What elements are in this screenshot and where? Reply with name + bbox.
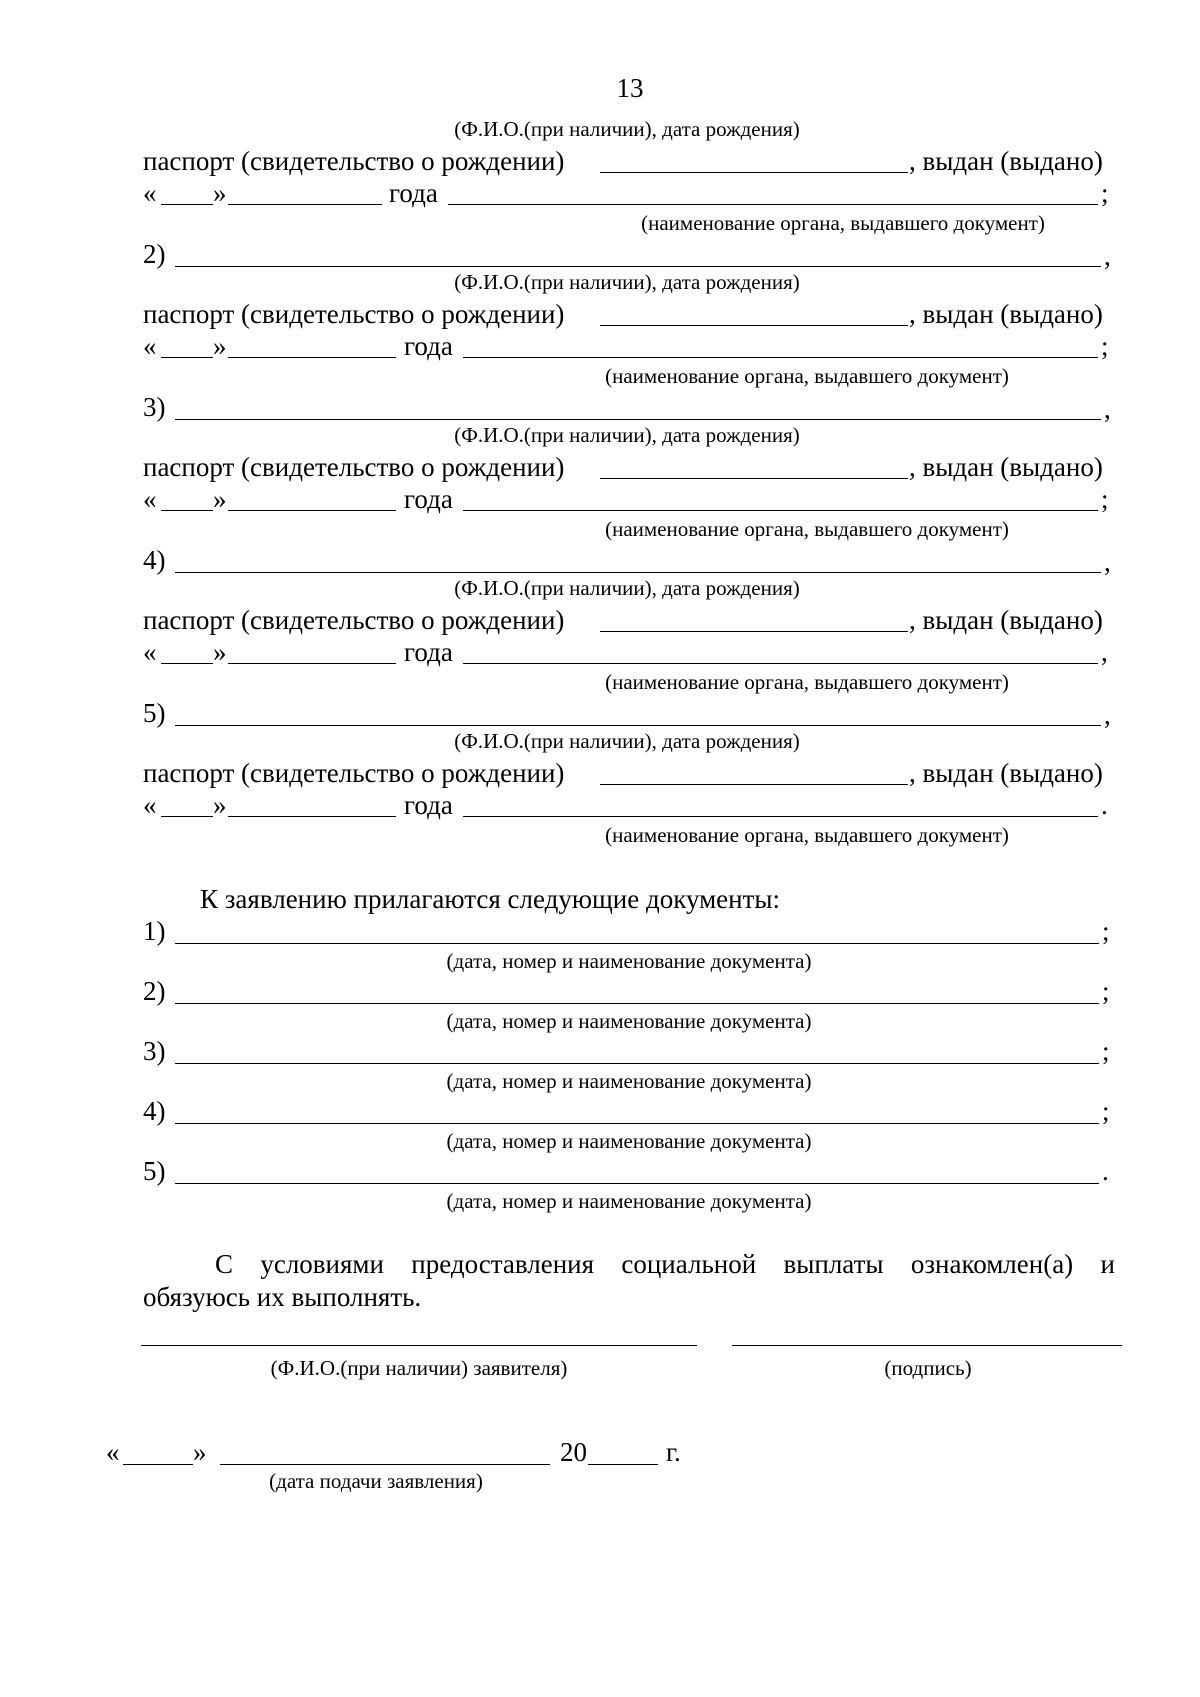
conditions-word: ознакомлен(а) (910, 1249, 1074, 1279)
conditions-word: предоставления (411, 1249, 595, 1279)
conditions-word: условиями (260, 1249, 384, 1279)
authority-caption: (наименование органа, выдавшего документ) (605, 364, 1009, 388)
month-line[interactable] (228, 663, 396, 664)
authority-caption: (наименование органа, выдавшего документ) (605, 670, 1009, 694)
document-caption: (дата, номер и наименование документа) (446, 1129, 812, 1153)
item-number: 2) (143, 239, 166, 269)
name-caption: (Ф.И.О.(при наличии), дата рождения) (454, 117, 800, 141)
open-quote: « (106, 1437, 120, 1467)
document-line[interactable] (175, 943, 1099, 944)
end-punct: . (1101, 790, 1108, 820)
end-punct: . (1102, 1156, 1109, 1186)
month-line[interactable] (220, 1464, 550, 1465)
passport-label: паспорт (свидетельство о рождении) (143, 758, 565, 788)
conditions-word: выплаты (783, 1249, 884, 1279)
document-caption: (дата, номер и наименование документа) (446, 949, 812, 973)
item-number: 3) (143, 1036, 166, 1066)
open-quote: « (143, 790, 157, 820)
document-line[interactable] (175, 1003, 1099, 1004)
conditions-word: и (1100, 1249, 1115, 1279)
month-line[interactable] (228, 816, 396, 817)
year-label: года (404, 484, 453, 514)
authority-caption: (наименование органа, выдавшего документ) (605, 517, 1009, 541)
end-punct: ; (1102, 1096, 1110, 1126)
open-quote: « (143, 331, 157, 361)
item-number: 1) (143, 916, 166, 946)
name-line[interactable] (175, 419, 1101, 420)
passport-number-line[interactable] (600, 325, 908, 326)
name-end-punct: , (1104, 700, 1111, 730)
open-quote: « (143, 178, 157, 208)
open-quote: « (143, 637, 157, 667)
passport-label: паспорт (свидетельство о рождении) (143, 146, 565, 176)
authority-line[interactable] (463, 816, 1098, 817)
name-caption: (Ф.И.О.(при наличии), дата рождения) (454, 270, 800, 294)
signature-caption: (подпись) (884, 1356, 972, 1380)
year-suffix: г. (666, 1437, 681, 1467)
day-line[interactable] (161, 663, 213, 664)
document-caption: (дата, номер и наименование документа) (446, 1189, 812, 1213)
attachments-heading: К заявлению прилагаются следующие документы: (200, 884, 781, 914)
issued-label: , выдан (выдано) (909, 146, 1103, 176)
day-line[interactable] (161, 510, 213, 511)
close-quote: » (213, 331, 227, 361)
item-number: 5) (143, 1156, 166, 1186)
page-number: 13 (616, 73, 644, 103)
conditions-word: С (215, 1249, 234, 1279)
document-caption: (дата, номер и наименование документа) (446, 1009, 812, 1033)
close-quote: » (213, 790, 227, 820)
submission-date-caption: (дата подачи заявления) (269, 1469, 483, 1493)
name-caption: (Ф.И.О.(при наличии), дата рождения) (454, 576, 800, 600)
end-punct: ; (1102, 916, 1110, 946)
open-quote: « (143, 484, 157, 514)
applicant-name-caption: (Ф.И.О.(при наличии) заявителя) (270, 1356, 568, 1380)
year-label: года (404, 331, 453, 361)
end-punct: ; (1101, 484, 1109, 514)
year-label: года (389, 178, 438, 208)
document-caption: (дата, номер и наименование документа) (446, 1069, 812, 1093)
item-number: 4) (143, 1096, 166, 1126)
passport-number-line[interactable] (600, 478, 908, 479)
item-number: 2) (143, 976, 166, 1006)
name-end-punct: , (1104, 547, 1111, 577)
month-line[interactable] (228, 357, 396, 358)
year-label: года (404, 790, 453, 820)
close-quote: » (213, 484, 227, 514)
year-label: года (404, 637, 453, 667)
authority-line[interactable] (448, 204, 1098, 205)
end-punct: ; (1101, 331, 1109, 361)
day-line[interactable] (161, 204, 213, 205)
document-line[interactable] (175, 1123, 1099, 1124)
document-line[interactable] (175, 1183, 1099, 1184)
passport-label: паспорт (свидетельство о рождении) (143, 605, 565, 635)
day-line[interactable] (161, 816, 213, 817)
name-line[interactable] (175, 572, 1101, 573)
authority-line[interactable] (463, 663, 1098, 664)
name-caption: (Ф.И.О.(при наличии), дата рождения) (454, 423, 800, 447)
passport-label: паспорт (свидетельство о рождении) (143, 299, 565, 329)
authority-line[interactable] (463, 510, 1098, 511)
name-caption: (Ф.И.О.(при наличии), дата рождения) (454, 729, 800, 753)
conditions-word: социальной (621, 1249, 757, 1279)
passport-number-line[interactable] (600, 631, 908, 632)
passport-label: паспорт (свидетельство о рождении) (143, 452, 565, 482)
passport-number-line[interactable] (600, 784, 908, 785)
day-line[interactable] (123, 1464, 193, 1465)
issued-label: , выдан (выдано) (909, 758, 1103, 788)
applicant-name-line[interactable] (141, 1345, 697, 1346)
day-line[interactable] (161, 357, 213, 358)
month-line[interactable] (228, 204, 382, 205)
century-label: 20 (560, 1437, 587, 1467)
end-punct: , (1101, 637, 1108, 667)
close-quote: » (193, 1437, 207, 1467)
conditions-line-1 (143, 1248, 1115, 1280)
passport-number-line[interactable] (600, 172, 908, 173)
item-number: 3) (143, 392, 166, 422)
authority-caption: (наименование органа, выдавшего документ) (605, 823, 1009, 847)
close-quote: » (213, 178, 227, 208)
name-end-punct: , (1104, 394, 1111, 424)
issued-label: , выдан (выдано) (909, 605, 1103, 635)
end-punct: ; (1102, 976, 1110, 1006)
end-punct: ; (1102, 1036, 1110, 1066)
item-number: 5) (143, 698, 166, 728)
item-number: 4) (143, 545, 166, 575)
close-quote: » (213, 637, 227, 667)
issued-label: , выдан (выдано) (909, 452, 1103, 482)
authority-caption: (наименование органа, выдавшего документ) (641, 211, 1045, 235)
authority-line[interactable] (463, 357, 1098, 358)
issued-label: , выдан (выдано) (909, 299, 1103, 329)
document-line[interactable] (175, 1063, 1099, 1064)
signature-line[interactable] (732, 1345, 1122, 1346)
month-line[interactable] (228, 510, 396, 511)
year-line[interactable] (588, 1464, 658, 1465)
end-punct: ; (1101, 178, 1109, 208)
name-end-punct: , (1104, 241, 1111, 271)
conditions-line-2: обязуюсь их выполнять. (143, 1282, 422, 1312)
name-line[interactable] (175, 725, 1101, 726)
name-line[interactable] (175, 266, 1101, 267)
